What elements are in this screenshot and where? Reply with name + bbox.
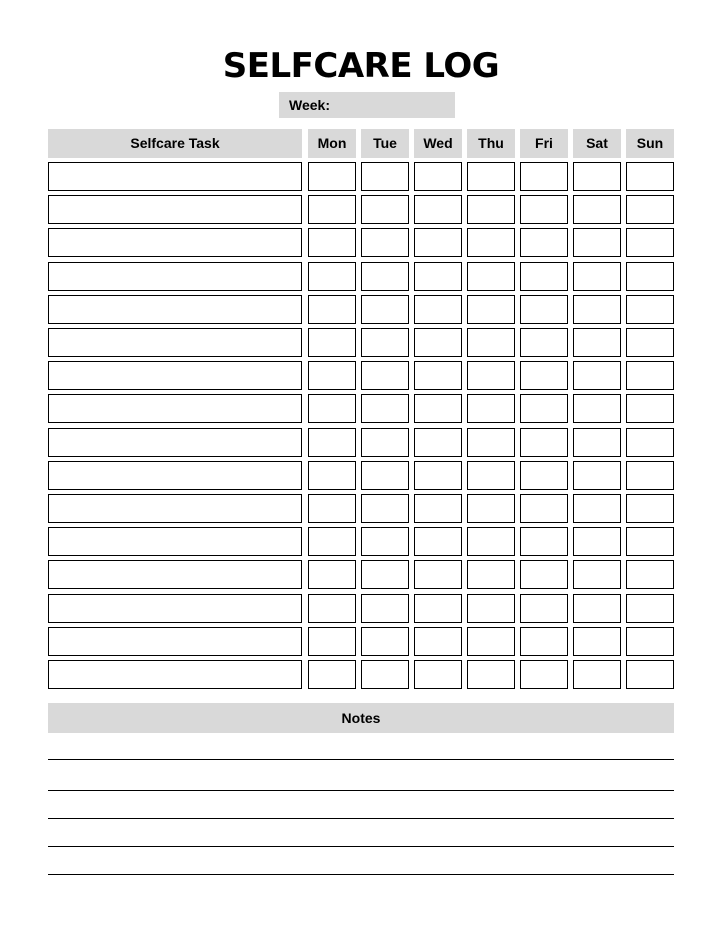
day-checkbox-thu[interactable]	[467, 394, 515, 423]
day-checkbox-sun[interactable]	[626, 162, 674, 191]
day-checkbox-thu[interactable]	[467, 527, 515, 556]
day-checkbox-thu[interactable]	[467, 494, 515, 523]
day-checkbox-wed[interactable]	[414, 527, 462, 556]
day-checkbox-mon[interactable]	[308, 527, 356, 556]
day-checkbox-mon[interactable]	[308, 627, 356, 656]
day-checkbox-fri[interactable]	[520, 428, 568, 457]
day-checkbox-sun[interactable]	[626, 428, 674, 457]
day-checkbox-thu[interactable]	[467, 660, 515, 689]
day-checkbox-tue[interactable]	[361, 627, 409, 656]
week-field[interactable]	[279, 92, 455, 118]
day-checkbox-sun[interactable]	[626, 328, 674, 357]
notes-line[interactable]	[48, 874, 674, 875]
day-checkbox-sun[interactable]	[626, 660, 674, 689]
day-checkbox-sun[interactable]	[626, 295, 674, 324]
task-input[interactable]	[48, 295, 302, 324]
task-input[interactable]	[48, 428, 302, 457]
page-title: SELFCARE LOG	[222, 46, 500, 86]
day-checkbox-tue[interactable]	[361, 295, 409, 324]
day-checkbox-fri[interactable]	[520, 394, 568, 423]
day-checkbox-sun[interactable]	[626, 262, 674, 291]
day-checkbox-wed[interactable]	[414, 228, 462, 257]
day-checkbox-wed[interactable]	[414, 461, 462, 490]
day-checkbox-fri[interactable]	[520, 594, 568, 623]
day-checkbox-mon[interactable]	[308, 461, 356, 490]
day-checkbox-sat[interactable]	[573, 527, 621, 556]
day-checkbox-wed[interactable]	[414, 295, 462, 324]
day-checkbox-wed[interactable]	[414, 560, 462, 589]
task-input[interactable]	[48, 262, 302, 291]
day-checkbox-fri[interactable]	[520, 162, 568, 191]
day-checkbox-thu[interactable]	[467, 328, 515, 357]
day-checkbox-fri[interactable]	[520, 627, 568, 656]
day-checkbox-sat[interactable]	[573, 394, 621, 423]
week-label: Week:	[289, 97, 330, 113]
task-input[interactable]	[48, 594, 302, 623]
day-checkbox-thu[interactable]	[467, 594, 515, 623]
task-input[interactable]	[48, 195, 302, 224]
notes-line[interactable]	[48, 790, 674, 791]
day-checkbox-sat[interactable]	[573, 560, 621, 589]
day-checkbox-sun[interactable]	[626, 228, 674, 257]
day-checkbox-sat[interactable]	[573, 195, 621, 224]
notes-header: Notes	[48, 703, 674, 733]
day-header-sat: Sat	[573, 129, 621, 158]
day-checkbox-tue[interactable]	[361, 361, 409, 390]
day-checkbox-mon[interactable]	[308, 295, 356, 324]
day-checkbox-sat[interactable]	[573, 228, 621, 257]
day-checkbox-sun[interactable]	[626, 195, 674, 224]
task-input[interactable]	[48, 361, 302, 390]
notes-line[interactable]	[48, 846, 674, 847]
day-checkbox-fri[interactable]	[520, 527, 568, 556]
day-checkbox-wed[interactable]	[414, 262, 462, 291]
task-input[interactable]	[48, 560, 302, 589]
day-checkbox-mon[interactable]	[308, 361, 356, 390]
day-checkbox-thu[interactable]	[467, 461, 515, 490]
task-input[interactable]	[48, 461, 302, 490]
day-checkbox-sat[interactable]	[573, 361, 621, 390]
day-checkbox-sat[interactable]	[573, 660, 621, 689]
task-input[interactable]	[48, 328, 302, 357]
day-checkbox-mon[interactable]	[308, 328, 356, 357]
day-checkbox-thu[interactable]	[467, 195, 515, 224]
day-checkbox-sun[interactable]	[626, 627, 674, 656]
day-checkbox-fri[interactable]	[520, 560, 568, 589]
day-checkbox-thu[interactable]	[467, 627, 515, 656]
task-input[interactable]	[48, 228, 302, 257]
day-checkbox-fri[interactable]	[520, 328, 568, 357]
day-checkbox-mon[interactable]	[308, 560, 356, 589]
notes-line[interactable]	[48, 818, 674, 819]
task-input[interactable]	[48, 394, 302, 423]
task-input[interactable]	[48, 627, 302, 656]
day-checkbox-sun[interactable]	[626, 560, 674, 589]
day-checkbox-tue[interactable]	[361, 262, 409, 291]
day-checkbox-wed[interactable]	[414, 328, 462, 357]
day-checkbox-sat[interactable]	[573, 627, 621, 656]
day-checkbox-wed[interactable]	[414, 361, 462, 390]
task-column-header: Selfcare Task	[48, 129, 302, 158]
day-checkbox-tue[interactable]	[361, 428, 409, 457]
day-checkbox-thu[interactable]	[467, 428, 515, 457]
day-checkbox-sun[interactable]	[626, 494, 674, 523]
day-checkbox-thu[interactable]	[467, 361, 515, 390]
day-checkbox-tue[interactable]	[361, 594, 409, 623]
day-checkbox-wed[interactable]	[414, 162, 462, 191]
task-input[interactable]	[48, 527, 302, 556]
day-checkbox-fri[interactable]	[520, 494, 568, 523]
day-checkbox-fri[interactable]	[520, 660, 568, 689]
day-checkbox-fri[interactable]	[520, 262, 568, 291]
day-checkbox-tue[interactable]	[361, 394, 409, 423]
task-input[interactable]	[48, 494, 302, 523]
day-checkbox-fri[interactable]	[520, 461, 568, 490]
day-checkbox-tue[interactable]	[361, 228, 409, 257]
day-checkbox-fri[interactable]	[520, 295, 568, 324]
day-checkbox-tue[interactable]	[361, 494, 409, 523]
day-checkbox-mon[interactable]	[308, 162, 356, 191]
day-checkbox-sat[interactable]	[573, 162, 621, 191]
day-checkbox-fri[interactable]	[520, 228, 568, 257]
day-checkbox-tue[interactable]	[361, 527, 409, 556]
day-checkbox-sat[interactable]	[573, 262, 621, 291]
day-checkbox-mon[interactable]	[308, 195, 356, 224]
day-checkbox-wed[interactable]	[414, 394, 462, 423]
day-checkbox-wed[interactable]	[414, 627, 462, 656]
day-checkbox-sat[interactable]	[573, 494, 621, 523]
day-checkbox-sat[interactable]	[573, 428, 621, 457]
day-checkbox-wed[interactable]	[414, 594, 462, 623]
day-checkbox-tue[interactable]	[361, 195, 409, 224]
day-checkbox-thu[interactable]	[467, 560, 515, 589]
notes-line[interactable]	[48, 759, 674, 760]
task-input[interactable]	[48, 162, 302, 191]
day-checkbox-mon[interactable]	[308, 660, 356, 689]
day-checkbox-thu[interactable]	[467, 262, 515, 291]
day-checkbox-sun[interactable]	[626, 527, 674, 556]
day-checkbox-fri[interactable]	[520, 195, 568, 224]
day-header-thu: Thu	[467, 129, 515, 158]
day-checkbox-mon[interactable]	[308, 394, 356, 423]
day-checkbox-sat[interactable]	[573, 594, 621, 623]
day-checkbox-sat[interactable]	[573, 295, 621, 324]
day-header-mon: Mon	[308, 129, 356, 158]
day-checkbox-tue[interactable]	[361, 660, 409, 689]
day-checkbox-fri[interactable]	[520, 361, 568, 390]
task-input[interactable]	[48, 660, 302, 689]
day-header-sun: Sun	[626, 129, 674, 158]
day-checkbox-sun[interactable]	[626, 461, 674, 490]
day-checkbox-tue[interactable]	[361, 461, 409, 490]
day-header-wed: Wed	[414, 129, 462, 158]
day-checkbox-sat[interactable]	[573, 461, 621, 490]
day-checkbox-sun[interactable]	[626, 594, 674, 623]
day-checkbox-sun[interactable]	[626, 394, 674, 423]
day-checkbox-sun[interactable]	[626, 361, 674, 390]
day-checkbox-wed[interactable]	[414, 660, 462, 689]
day-checkbox-thu[interactable]	[467, 228, 515, 257]
day-checkbox-tue[interactable]	[361, 328, 409, 357]
day-checkbox-thu[interactable]	[467, 295, 515, 324]
day-checkbox-tue[interactable]	[361, 162, 409, 191]
day-checkbox-mon[interactable]	[308, 262, 356, 291]
day-checkbox-mon[interactable]	[308, 428, 356, 457]
day-checkbox-thu[interactable]	[467, 162, 515, 191]
day-checkbox-wed[interactable]	[414, 195, 462, 224]
day-header-tue: Tue	[361, 129, 409, 158]
day-checkbox-wed[interactable]	[414, 428, 462, 457]
day-checkbox-tue[interactable]	[361, 560, 409, 589]
day-checkbox-sat[interactable]	[573, 328, 621, 357]
day-checkbox-mon[interactable]	[308, 228, 356, 257]
day-checkbox-mon[interactable]	[308, 594, 356, 623]
day-checkbox-mon[interactable]	[308, 494, 356, 523]
day-checkbox-wed[interactable]	[414, 494, 462, 523]
day-header-fri: Fri	[520, 129, 568, 158]
